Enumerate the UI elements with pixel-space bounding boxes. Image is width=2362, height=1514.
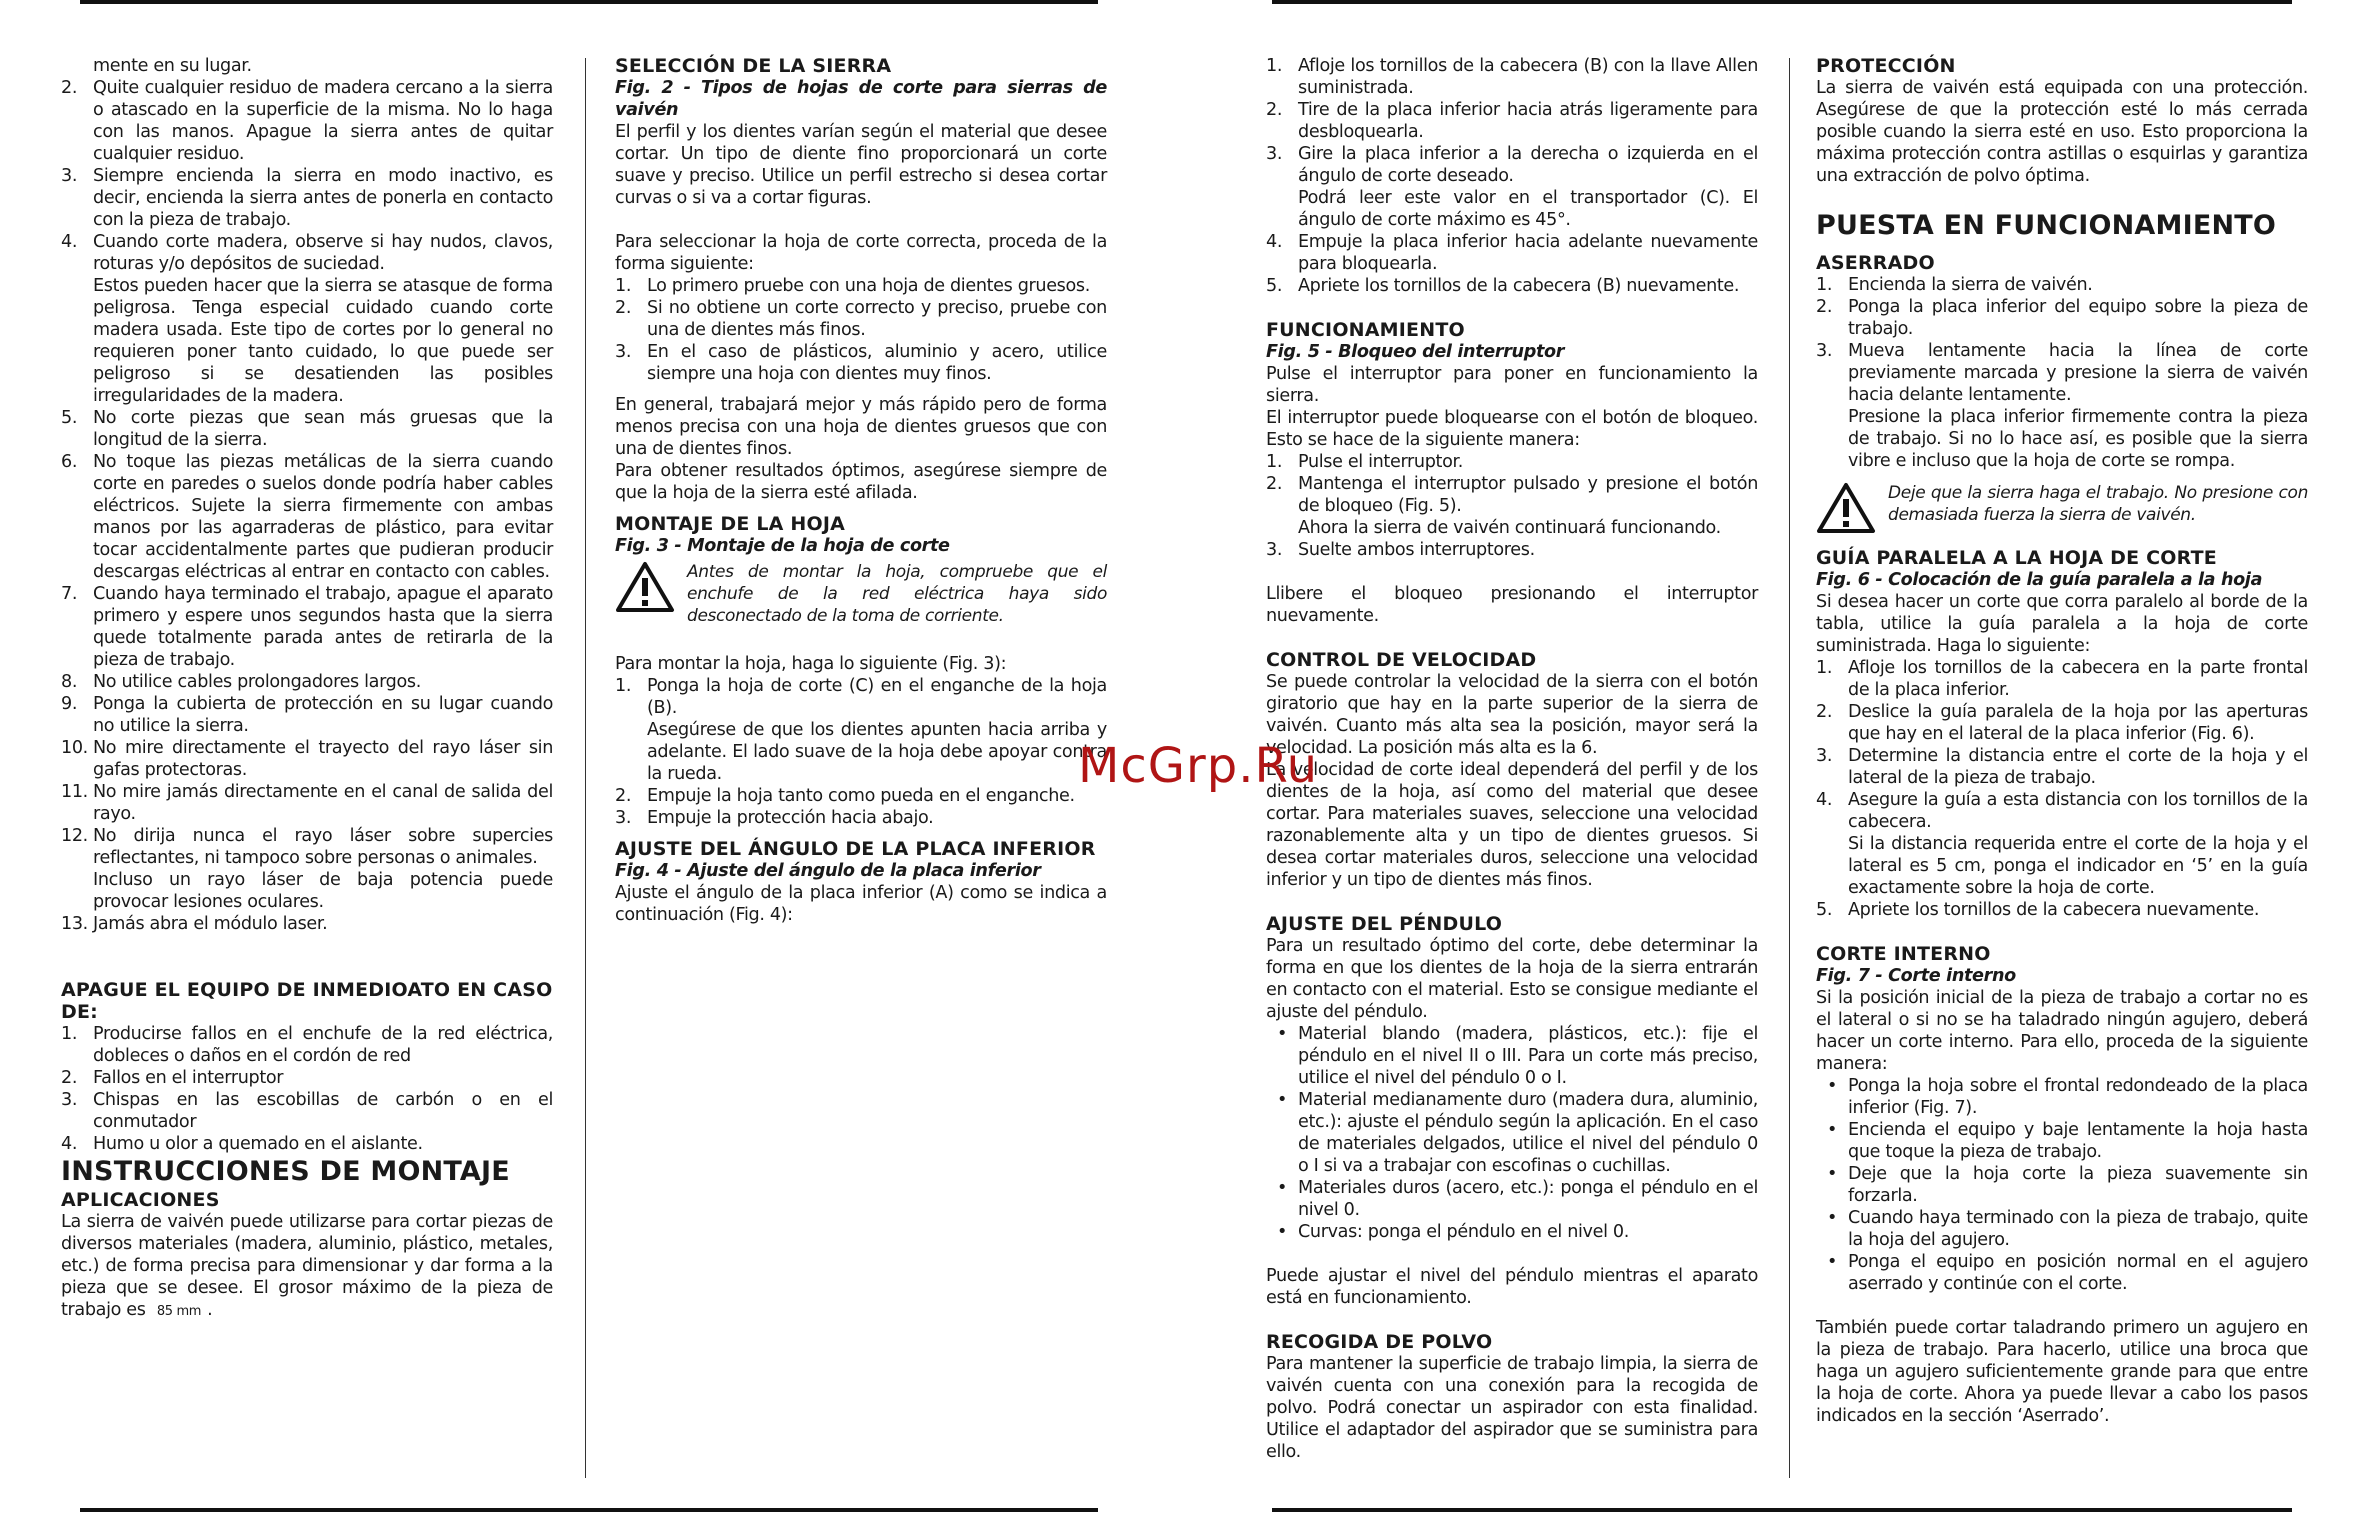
item-text: No dirija nunca el rayo láser sobre supercies reflectantes, ni tampoco sobre personas o animales. [93, 826, 553, 868]
item-subtext: Presione la placa inferior firmemente contra la pieza de trabajo. Si no lo hace así, es posible que la sierra vibre e incluso que la hoja de corte se rompa. [1848, 407, 2308, 471]
item-text: Ponga la placa inferior del equipo sobre la pieza de trabajo. [1848, 297, 2308, 339]
item-marker: 2. [1816, 297, 1833, 317]
warning-box [615, 561, 1107, 627]
item-text: En el caso de plásticos, aluminio y acero, utilice siempre una hoja con dientes muy finos. [647, 342, 1107, 384]
item-marker: 1. [615, 676, 632, 696]
item-marker: 3. [1266, 540, 1283, 560]
item-text: Apriete los tornillos de la cabecera nuevamente. [1848, 900, 2260, 920]
seleccion-p3: En general, trabajará mejor y más rápido pero de forma menos precisa con una hoja de dientes gruesos que con una de dientes finos. [615, 395, 1107, 459]
item-text: Pulse el interruptor. [1298, 452, 1463, 472]
item-text: Cuando corte madera, observe si hay nudos, clavos, roturas y/o depósitos de suciedad. [93, 232, 553, 274]
list-item [1816, 340, 2308, 472]
seleccion-p4: Para obtener resultados óptimos, asegúrese siempre de que la hoja de la sierra esté afilada. [615, 461, 1107, 503]
int-p2: También puede cortar taladrando primero un agujero en la pieza de trabajo. Para hacerlo, utilice una broca que haga un agujero suficientemente grande para que entre la hoja de corte. Ahora ya puede llevar a cabo los pasos indicados en la sección ‘Aserrado’. [1816, 1318, 2308, 1426]
item-text: Material medianamente duro (madera dura, aluminio, etc.): ajuste el péndulo según la aplicación. En el caso de materiales delgados, utilice el nivel del péndulo 0 o I si va a trabajar con escofinas o cuchillas. [1298, 1090, 1758, 1176]
column-divider-right [1789, 58, 1790, 1478]
list-item [1266, 275, 1758, 297]
item-marker: 3. [615, 808, 632, 828]
angle-steps-list [1266, 55, 1758, 297]
safety-list [61, 77, 553, 935]
item-marker: 10. [61, 738, 88, 758]
item-text: Lo primero pruebe con una hoja de dientes gruesos. [647, 276, 1090, 296]
list-item [1816, 1251, 2308, 1295]
bottom-rule-left [80, 1508, 1098, 1512]
item-text: Quite cualquier residuo de madera cercano a la sierra o atascado en la superficie de la misma. No lo haga con las manos. Apague la sierra antes de quitar cualquier residuo. [93, 78, 553, 164]
item-text: Tire de la placa inferior hacia atrás ligeramente para desbloquearla. [1298, 100, 1758, 142]
item-marker: • [1826, 1076, 1838, 1096]
item-marker: 4. [61, 232, 78, 252]
fig2-caption: Fig. 2 - Tipos de hojas de corte para sierras de vaivén [615, 78, 1107, 120]
func-p2: El interruptor puede bloquearse con el botón de bloqueo. Esto se hace de la siguiente manera: [1266, 408, 1758, 450]
item-text: No toque las piezas metálicas de la sierra cuando corte en paredes o suelos donde podría haber cables eléctricos. Sujete la sierra firmemente con ambas manos por las agarraderas de plástico, para evitar tocar accidentalmente partes que pudieran producir descargas eléctricas al entrar en contacto con cables. [93, 452, 553, 582]
list-item [1266, 231, 1758, 275]
item-marker: 9. [61, 694, 78, 714]
item-text: No mire jamás directamente en el canal de salida del rayo. [93, 782, 553, 824]
aplicaciones-text: La sierra de vaivén puede utilizarse para cortar piezas de diversos materiales (madera, aluminio, plástico, metales, etc.) de forma precisa para dimensionar y dar forma a la pieza que se desee. El grosor máximo de la pieza de trabajo es 85 mm . [61, 1212, 553, 1320]
item-marker: • [1826, 1252, 1838, 1272]
item-marker: 1. [1816, 275, 1833, 295]
item-subtext: Podrá leer este valor en el transportador (C). El ángulo de corte máximo es 45°. [1298, 188, 1758, 230]
list-item [61, 825, 553, 913]
list-item [61, 77, 553, 165]
polvo-heading: RECOGIDA DE POLVO [1266, 1331, 1493, 1353]
aserrado-heading: ASERRADO [1816, 252, 1935, 274]
item-text: Empuje la hoja tanto como pueda en el enganche. [647, 786, 1075, 806]
list-item [615, 341, 1107, 385]
item-marker: • [1276, 1222, 1288, 1242]
vel-p1: Se puede controlar la velocidad de la sierra con el botón giratorio que hay en la parte superior de la sierra de vaivén. Cuanto más alta sea la posición, mayor será la velocidad. La posición más alta es la 6. [1266, 672, 1758, 758]
item-marker: 2. [1816, 702, 1833, 722]
ajuste-p: Ajuste el ángulo de la placa inferior (A) como se indica a continuación (Fig. 4): [615, 883, 1107, 925]
aserrado-list [1816, 274, 2308, 472]
seleccion-p1: El perfil y los dientes varían según el material que desee cortar. Un tipo de diente fino proporcionará un corte suave y preciso. Utilice un perfil estrecho si desea cortar curvas o si va a cortar figuras. [615, 122, 1107, 208]
list-item [61, 1133, 553, 1155]
item-marker: 3. [61, 166, 78, 186]
apague-list [61, 1023, 553, 1155]
seleccion-list [615, 275, 1107, 385]
list-item [61, 671, 553, 693]
func-p1: Pulse el interruptor para poner en funcionamiento la sierra. [1266, 364, 1758, 406]
list-item [1816, 1163, 2308, 1207]
column-3 [1266, 55, 1758, 1463]
pend-p2: Puede ajustar el nivel del péndulo mientras el aparato está en funcionamiento. [1266, 1266, 1758, 1308]
column-1 [61, 55, 553, 1323]
list-item [1816, 296, 2308, 340]
item-text: Deslice la guía paralela de la hoja por las aperturas que hay en el lateral de la placa inferior (Fig. 6). [1848, 702, 2308, 744]
seleccion-p2: Para seleccionar la hoja de corte correcta, proceda de la forma siguiente: [615, 232, 1107, 274]
item-marker: 4. [61, 1134, 78, 1154]
seleccion-heading: SELECCIÓN DE LA SIERRA [615, 55, 892, 77]
item-marker: 2. [1266, 474, 1283, 494]
item-text: Materiales duros (acero, etc.): ponga el péndulo en el nivel 0. [1298, 1178, 1758, 1220]
item-text: Gire la placa inferior a la derecha o izquierda en el ángulo de corte deseado. [1298, 144, 1758, 186]
list-item [61, 165, 553, 231]
list-item [615, 785, 1107, 807]
list-item [1816, 1075, 2308, 1119]
pendulo-list [1266, 1023, 1758, 1243]
item-marker: 7. [61, 584, 78, 604]
polvo-p: Para mantener la superficie de trabajo limpia, la sierra de vaivén cuenta con una conexión para la recogida de polvo. Podrá conectar un aspirador con esta finalidad. Utilice el adaptador del aspirador que se suministra para ello. [1266, 1354, 1758, 1462]
list-item [1816, 745, 2308, 789]
list-item [61, 1067, 553, 1089]
list-item [61, 407, 553, 451]
item-subtext: Si la distancia requerida entre el corte de la hoja y el lateral es 5 cm, ponga el indicador en ‘5’ en la guía exactamente sobre la hoja de corte. [1848, 834, 2308, 898]
velocidad-heading: CONTROL DE VELOCIDAD [1266, 649, 1537, 671]
item-text: Asegure la guía a esta distancia con los tornillos de la cabecera. [1848, 790, 2308, 832]
list-item [1266, 1089, 1758, 1177]
item-marker: • [1826, 1164, 1838, 1184]
max-thickness: 85 mm [156, 1304, 202, 1319]
warning-text: Antes de montar la hoja, compruebe que el enchufe de la red eléctrica haya sido desconectado de la toma de corriente. [687, 562, 1107, 626]
list-item [61, 1023, 553, 1067]
list-item [1266, 1221, 1758, 1243]
pendulo-heading: AJUSTE DEL PÉNDULO [1266, 913, 1503, 935]
aplicaciones-heading: APLICACIONES [61, 1189, 220, 1211]
item-text: Si no obtiene un corte correcto y preciso, pruebe con una de dientes más finos. [647, 298, 1107, 340]
list-item [1816, 1207, 2308, 1251]
item-marker: 3. [61, 1090, 78, 1110]
interno-heading: CORTE INTERNO [1816, 943, 1991, 965]
funcionamiento-heading: FUNCIONAMIENTO [1266, 319, 1465, 341]
item-text: Afloje los tornillos de la cabecera en la parte frontal de la placa inferior. [1848, 658, 2308, 700]
item-text: Humo u olor a quemado en el aislante. [93, 1134, 423, 1154]
item-marker: 1. [61, 1024, 78, 1044]
list-item [615, 675, 1107, 785]
item-marker: • [1826, 1208, 1838, 1228]
item-marker: 2. [61, 78, 78, 98]
item-text: Encienda el equipo y baje lentamente la hoja hasta que toque la pieza de trabajo. [1848, 1120, 2308, 1162]
montaje-list [615, 675, 1107, 829]
item-marker: 3. [615, 342, 632, 362]
item-text: Material blando (madera, plásticos, etc.): fije el péndulo en el nivel II o III. Para un corte más preciso, utilice el nivel del péndulo 0 o I. [1298, 1024, 1758, 1088]
list-item [1816, 701, 2308, 745]
item-marker: • [1276, 1024, 1288, 1044]
item-text: Apriete los tornillos de la cabecera (B) nuevamente. [1298, 276, 1740, 296]
montaje-heading: INSTRUCCIONES DE MONTAJE [61, 1156, 510, 1187]
item-subtext: Estos pueden hacer que la sierra se atasque de forma peligrosa. Tenga especial cuidado cuando corte madera usada. Este tipo de cortes por lo general no requieren poner tanto cuidado, lo que puede ser peligroso si se desatienden las posibles irregularidades de la madera. [93, 276, 553, 406]
item-text: Suelte ambos interruptores. [1298, 540, 1535, 560]
list-item [1816, 657, 2308, 701]
fig7-caption: Fig. 7 - Corte interno [1816, 966, 2016, 986]
list-item [61, 913, 553, 935]
list-item [1266, 1023, 1758, 1089]
item-marker: 1. [1266, 452, 1283, 472]
list-item [1816, 899, 2308, 921]
bottom-rule-right [1272, 1508, 2292, 1512]
item-subtext: Incluso un rayo láser de baja potencia puede provocar lesiones oculares. [93, 870, 553, 912]
item-text: Curvas: ponga el péndulo en el nivel 0. [1298, 1222, 1629, 1242]
item-text: Ponga la hoja sobre el frontal redondeado de la placa inferior (Fig. 7). [1848, 1076, 2308, 1118]
item-marker: 4. [1266, 232, 1283, 252]
item-marker: 3. [1266, 144, 1283, 164]
warning-text-2: Deje que la sierra haga el trabajo. No presione con demasiada fuerza la sierra de vaivén. [1888, 483, 2308, 525]
item-text: Siempre encienda la sierra en modo inactivo, es decir, encienda la sierra antes de ponerla en contacto con la pieza de trabajo. [93, 166, 553, 230]
item-marker: 12. [61, 826, 88, 846]
item-text: Mantenga el interruptor pulsado y presione el botón de bloqueo (Fig. 5). [1298, 474, 1758, 516]
watermark: McGrp.Ru [1078, 738, 1319, 794]
item-text: Ponga el equipo en posición normal en el agujero aserrado y continúe con el corte. [1848, 1252, 2308, 1294]
item-text: Ponga la hoja de corte (C) en el enganche de la hoja (B). [647, 676, 1107, 718]
item-text: Deje que la hoja corte la pieza suavemente sin forzarla. [1848, 1164, 2308, 1206]
prot-p: La sierra de vaivén está equipada con una protección. Asegúrese de que la protección esté lo más cerrada posible cuando la sierra esté en uso. Esto proporciona la máxima protección contra astillas o esquirlas y garantiza una extracción de polvo óptima. [1816, 78, 2308, 186]
int-p: Si la posición inicial de la pieza de trabajo a cortar no es el lateral o si no se ha taladrado ningún agujero, deberá hacer un corte interno. Para ello, proceda de la siguiente manera: [1816, 988, 2308, 1074]
item-marker: 2. [1266, 100, 1283, 120]
interno-list [1816, 1075, 2308, 1295]
item-marker: 2. [61, 1068, 78, 1088]
list-item [1266, 539, 1758, 561]
list-item [615, 297, 1107, 341]
item-subtext: Ahora la sierra de vaivén continuará funcionando. [1298, 518, 1721, 538]
item-marker: 2. [615, 786, 632, 806]
list-item [1266, 473, 1758, 539]
list-item [61, 693, 553, 737]
fig3-caption: Fig. 3 - Montaje de la hoja de corte [615, 536, 950, 556]
item-text: Encienda la sierra de vaivén. [1848, 275, 2093, 295]
item-subtext: Asegúrese de que los dientes apunten hacia arriba y adelante. El lado suave de la hoja debe apoyar contra la rueda. [647, 720, 1107, 784]
item-marker: 11. [61, 782, 88, 802]
func-list [1266, 451, 1758, 561]
warning-box-2 [1816, 482, 2308, 534]
guia-p: Si desea hacer un corte que corra paralelo al borde de la tabla, utilice la guía paralela a la hoja de corte suministrada. Haga lo siguiente: [1816, 592, 2308, 656]
apague-heading: APAGUE EL EQUIPO DE INMEDIOATO EN CASO DE: [61, 979, 553, 1023]
item-marker: 2. [615, 298, 632, 318]
item-text: Chispas en las escobillas de carbón o en el conmutador [93, 1090, 553, 1132]
warning-icon [615, 561, 675, 613]
list-item [615, 807, 1107, 829]
item-marker: • [1276, 1090, 1288, 1110]
list-item [1816, 274, 2308, 296]
continued-text: mente en su lugar. [93, 56, 252, 76]
column-2 [615, 55, 1107, 926]
list-item [61, 451, 553, 583]
item-text: Empuje la placa inferior hacia adelante nuevamente para bloquearla. [1298, 232, 1758, 274]
list-item [1266, 143, 1758, 231]
list-item [61, 781, 553, 825]
item-text: Cuando haya terminado con la pieza de trabajo, quite la hoja del agujero. [1848, 1208, 2308, 1250]
fig5-caption: Fig. 5 - Bloqueo del interruptor [1266, 342, 1565, 362]
item-text: No utilice cables prolongadores largos. [93, 672, 421, 692]
item-marker: 5. [1816, 900, 1833, 920]
item-marker: 4. [1816, 790, 1833, 810]
item-text: Mueva lentamente hacia la línea de corte previamente marcada y presione la sierra de vaivén hacia delante lentamente. [1848, 341, 2308, 405]
list-item [61, 737, 553, 781]
list-item [1266, 451, 1758, 473]
puesta-heading: PUESTA EN FUNCIONAMIENTO [1816, 210, 2277, 241]
item-text: No corte piezas que sean más gruesas que la longitud de la sierra. [93, 408, 553, 450]
list-item [1816, 1119, 2308, 1163]
item-marker: 3. [1816, 746, 1833, 766]
top-rule-right [1272, 0, 2292, 4]
top-rule-left [80, 0, 1098, 4]
item-marker: 5. [1266, 276, 1283, 296]
item-text: Cuando haya terminado el trabajo, apague el aparato primero y espere unos segundos hasta que la sierra quede totalmente parada antes de retirarla de la pieza de trabajo. [93, 584, 553, 670]
item-marker: • [1276, 1178, 1288, 1198]
list-item [1266, 1177, 1758, 1221]
item-marker: • [1826, 1120, 1838, 1140]
item-marker: 1. [1266, 56, 1283, 76]
list-item [61, 1089, 553, 1133]
guia-heading: GUÍA PARALELA A LA HOJA DE CORTE [1816, 547, 2217, 569]
item-text: Ponga la cubierta de protección en su lugar cuando no utilice la sierra. [93, 694, 553, 736]
fig4-caption: Fig. 4 - Ajuste del ángulo de la placa inferior [615, 861, 1041, 881]
montaje-p: Para montar la hoja, haga lo siguiente (Fig. 3): [615, 654, 1007, 674]
list-item [615, 275, 1107, 297]
func-p3: Llibere el bloqueo presionando el interruptor nuevamente. [1266, 584, 1758, 626]
vel-p2: La velocidad de corte ideal dependerá del perfil y de los dientes de la hoja, así como del material que desee cortar. Para materiales suaves, seleccione una velocidad razonablemente alta y un tipo de dientes gruesos. Si desea cortar materiales duros, seleccione una velocidad inferior y un tipo de dientes más finos. [1266, 760, 1758, 890]
list-item [1266, 55, 1758, 99]
list-item [1816, 789, 2308, 899]
item-marker: 8. [61, 672, 78, 692]
fig6-caption: Fig. 6 - Colocación de la guía paralela a la hoja [1816, 570, 2263, 590]
item-marker: 1. [1816, 658, 1833, 678]
item-text: No mire directamente el trayecto del rayo láser sin gafas protectoras. [93, 738, 553, 780]
item-text: Determine la distancia entre el corte de la hoja y el lateral de la pieza de trabajo. [1848, 746, 2308, 788]
montaje-hoja-heading: MONTAJE DE LA HOJA [615, 513, 846, 535]
column-4 [1816, 55, 2308, 1427]
column-divider-left [585, 58, 586, 1478]
list-item [61, 583, 553, 671]
item-text: Producirse fallos en el enchufe de la red eléctrica, dobleces o daños en el cordón de red [93, 1024, 553, 1066]
item-marker: 13. [61, 914, 88, 934]
pend-p: Para un resultado óptimo del corte, debe determinar la forma en que los dientes de la hoja de la sierra entrarán en contacto con el material. Esto se consigue mediante el ajuste del péndulo. [1266, 936, 1758, 1022]
ajuste-heading: AJUSTE DEL ÁNGULO DE LA PLACA INFERIOR [615, 838, 1096, 860]
item-text: Empuje la protección hacia abajo. [647, 808, 934, 828]
item-text: Afloje los tornillos de la cabecera (B) con la llave Allen suministrada. [1298, 56, 1758, 98]
item-marker: 1. [615, 276, 632, 296]
item-text: Jamás abra el módulo laser. [93, 914, 328, 934]
guia-list [1816, 657, 2308, 921]
item-marker: 3. [1816, 341, 1833, 361]
list-item [61, 231, 553, 407]
warning-icon [1816, 482, 1876, 534]
item-text: Fallos en el interruptor [93, 1068, 284, 1088]
proteccion-heading: PROTECCIÓN [1816, 55, 1956, 77]
item-marker: 6. [61, 452, 78, 472]
list-item [1266, 99, 1758, 143]
item-marker: 5. [61, 408, 78, 428]
